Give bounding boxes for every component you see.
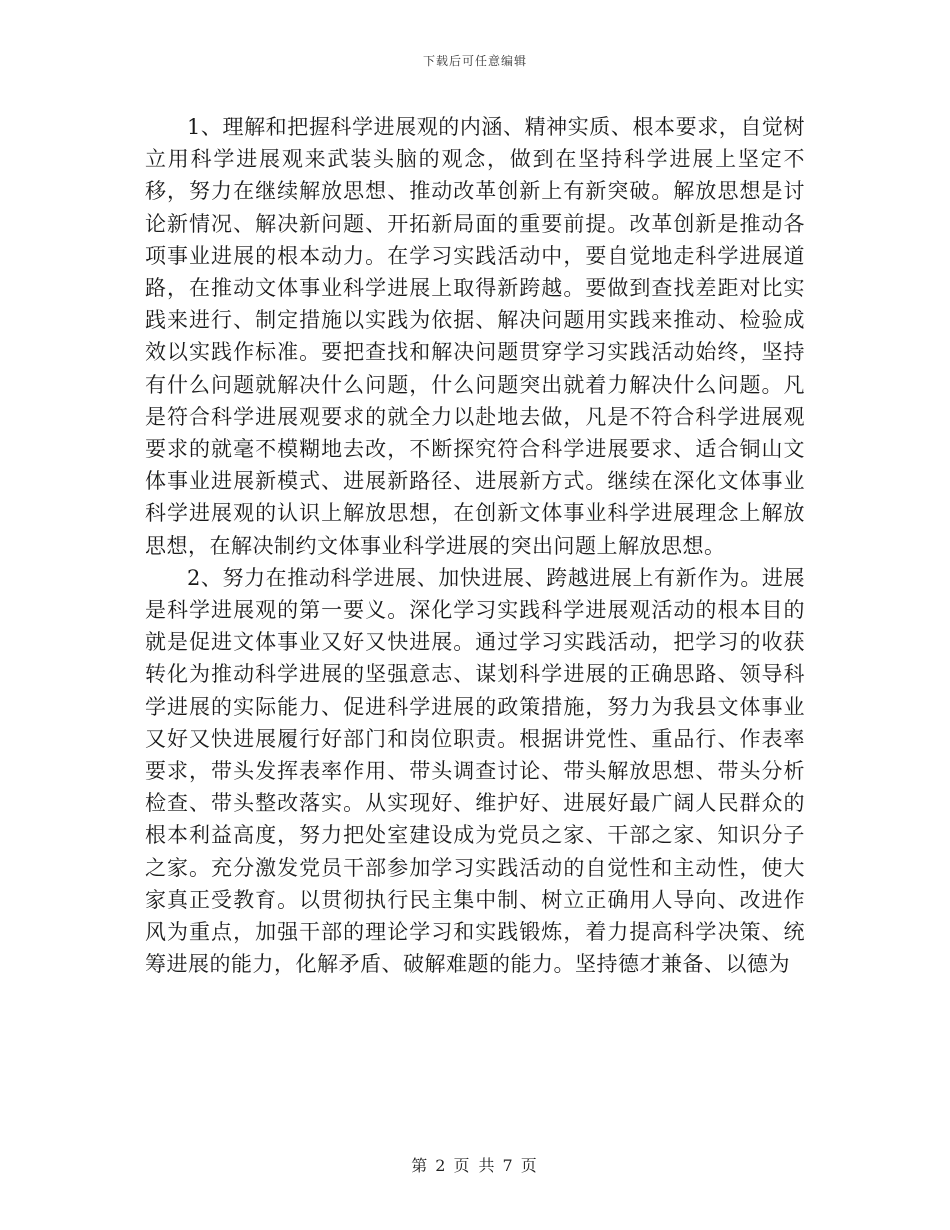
paragraph-2: 2、努力在推动科学进展、加快进展、跨越进展上有新作为。进展是科学进展观的第一要义。深化学习实践科学进展观活动的根本目的就是促进文体事业又好又快进展。通过学习实践活动，把学习的收获转化为推动科学进展的坚强意志、谋划科学进展的正确思路、领导科学进展的实际能力、促进科学进展的政策措施，努力为我县文体事业又好又快进展履行好部门和岗位职责。根据讲党性、重品行、作表率要求，带头发挥表率作用、带头调查讨论、带头解放思想、带头分析检查、带头整改落实。从实现好、维护好、进展好最广阔人民群众的根本利益高度，努力把处室建设成为党员之家、干部之家、知识分子之家。充分激发党员干部参加学习实践活动的自觉性和主动性，使大家真正受教育。以贯彻执行民主集中制、树立正确用人导向、改进作风为重点，加强干部的理论学习和实践锻炼，着力提高科学决策、统筹进展的能力，化解矛盾、破解难题的能力。坚持德才兼备、以德为 bbox=[145, 565, 805, 977]
paragraph-1: 1、理解和把握科学进展观的内涵、精神实质、根本要求，自觉树立用科学进展观来武装头脑的观念，做到在坚持科学进展上坚定不移，努力在继续解放思想、推动改革创新上有新突破。解放思想是讨论新情况、解决新问题、开拓新局面的重要前提。改革创新是推动各项事业进展的根本动力。在学习实践活动中，要自觉地走科学进展道路，在推动文体事业科学进展上取得新跨越。要做到查找差距对比实践来进行、制定措施以实践为依据、解决问题用实践来推动、检验成效以实践作标准。要把查找和解决问题贯穿学习实践活动始终，坚持有什么问题就解决什么问题，什么问题突出就着力解决什么问题。凡是符合科学进展观要求的就全力以赴地去做，凡是不符合科学进展观要求的就毫不模糊地去改，不断探究符合科学进展要求、适合铜山文体事业进展新模式、进展新路径、进展新方式。继续在深化文体事业科学进展观的认识上解放思想，在创新文体事业科学进展理念上解放思想，在解决制约文体事业科学进展的突出问题上解放思想。 bbox=[145, 115, 805, 558]
current-page-number: 2 bbox=[435, 1156, 448, 1175]
footer-middle: 页 共 bbox=[453, 1156, 497, 1175]
document-body bbox=[145, 111, 805, 980]
page-header-note: 下载后可任意编辑 bbox=[422, 54, 527, 68]
total-pages-number: 7 bbox=[502, 1156, 515, 1175]
footer-prefix: 第 bbox=[411, 1156, 430, 1175]
page-number-footer bbox=[0, 1153, 950, 1176]
footer-suffix: 页 bbox=[520, 1156, 539, 1175]
